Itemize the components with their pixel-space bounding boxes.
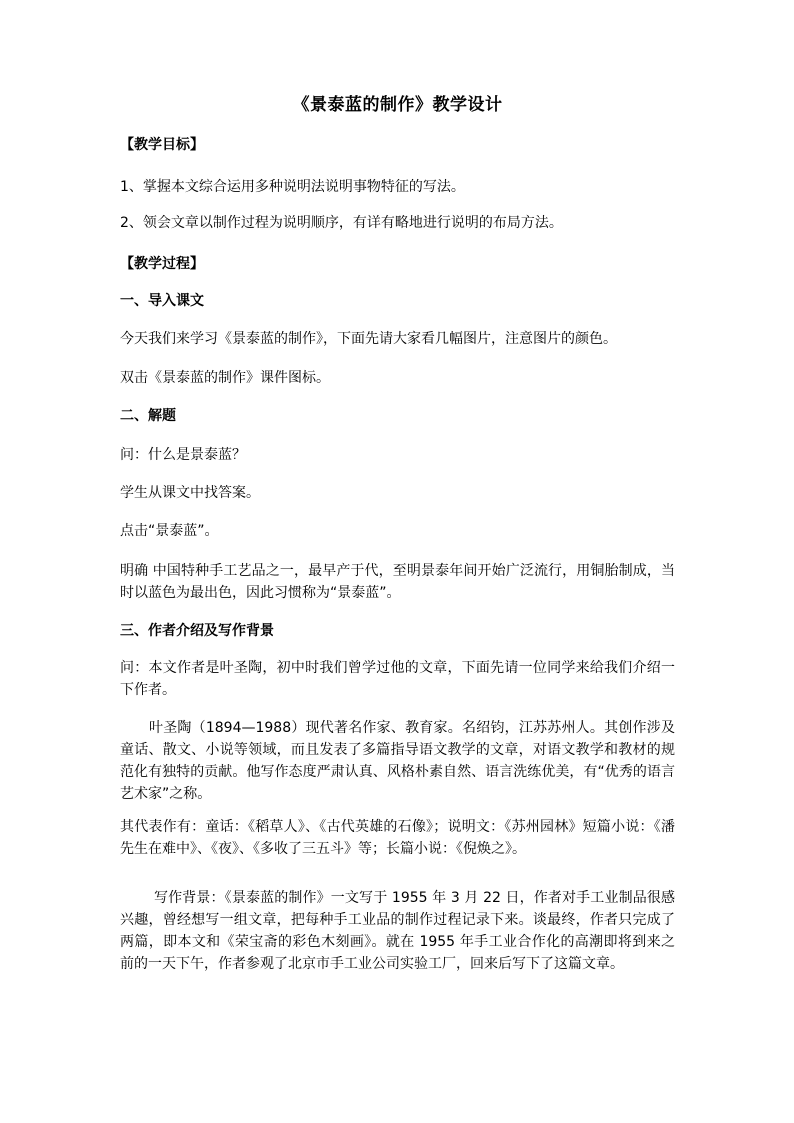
click-paragraph: 点击“景泰蓝”。	[120, 523, 219, 539]
works-paragraph: 其代表作有：童话：《稻草人》、《古代英雄的石像》；说明文：《苏州园林》短篇小说：《潘先生在难中》、《夜》、《多收了三五斗》等；长篇小说：《倪焕之》。	[120, 819, 675, 857]
heading-introduction: 一、导入课文	[120, 293, 204, 309]
document-title: 《景泰蓝的制作》教学设计	[292, 95, 503, 115]
section-heading-process: 【教学过程】	[120, 256, 204, 272]
heading-explanation: 二、解题	[120, 408, 176, 424]
background-paragraph: 写作背景：《景泰蓝的制作》一文写于 1955 年 3 月 22 日，作者对手工业制品很感兴趣，曾经想写一组文章，把每种手工业品的制作过程记录下来。谈最终，作者只完成了两篇，即本文和《荣宝斋的彩色木刻画》。就在 1955 年手工业合作化的高潮即将到来之前的一天下午，作者参观了北京市手工业公司实验工厂，回来后写下了这篇文章。	[120, 890, 675, 972]
clarification-paragraph: 明确 中国特种手工艺品之一，最早产于代，至明景泰年间开始广泛流行，用铜胎制成，当时以蓝色为最出色，因此习惯称为“景泰蓝”。	[120, 563, 675, 601]
goal-item-2: 2、领会文章以制作过程为说明顺序，有详有略地进行说明的布局方法。	[120, 215, 563, 231]
question-paragraph: 问：什么是景泰蓝？	[120, 447, 246, 463]
section-heading-goals: 【教学目标】	[120, 137, 204, 153]
author-question-paragraph: 问：本文作者是叶圣陶，初中时我们曾学过他的文章，下面先请一位同学来给我们介绍一下作者。	[120, 660, 675, 698]
intro-paragraph-2: 双击《景泰蓝的制作》课件图标。	[120, 370, 330, 386]
goal-item-1: 1、掌握本文综合运用多种说明法说明事物特征的写法。	[120, 179, 465, 195]
heading-author-background: 三、作者介绍及写作背景	[120, 623, 274, 639]
intro-paragraph-1: 今天我们来学习《景泰蓝的制作》，下面先请大家看几幅图片，注意图片的颜色。	[120, 331, 617, 347]
students-paragraph: 学生从课文中找答案。	[120, 485, 260, 501]
author-bio-paragraph: 叶圣陶（1894—1988）现代著名作家、教育家。名绍钧，江苏苏州人。其创作涉及童话、散文、小说等领域，而且发表了多篇指导语文教学的文章，对语文教学和教材的规范化有独特的贡献。他写作态度严肃认真、风格朴素自然、语言洗练优美，有“优秀的语言艺术家”之称。	[120, 720, 675, 802]
